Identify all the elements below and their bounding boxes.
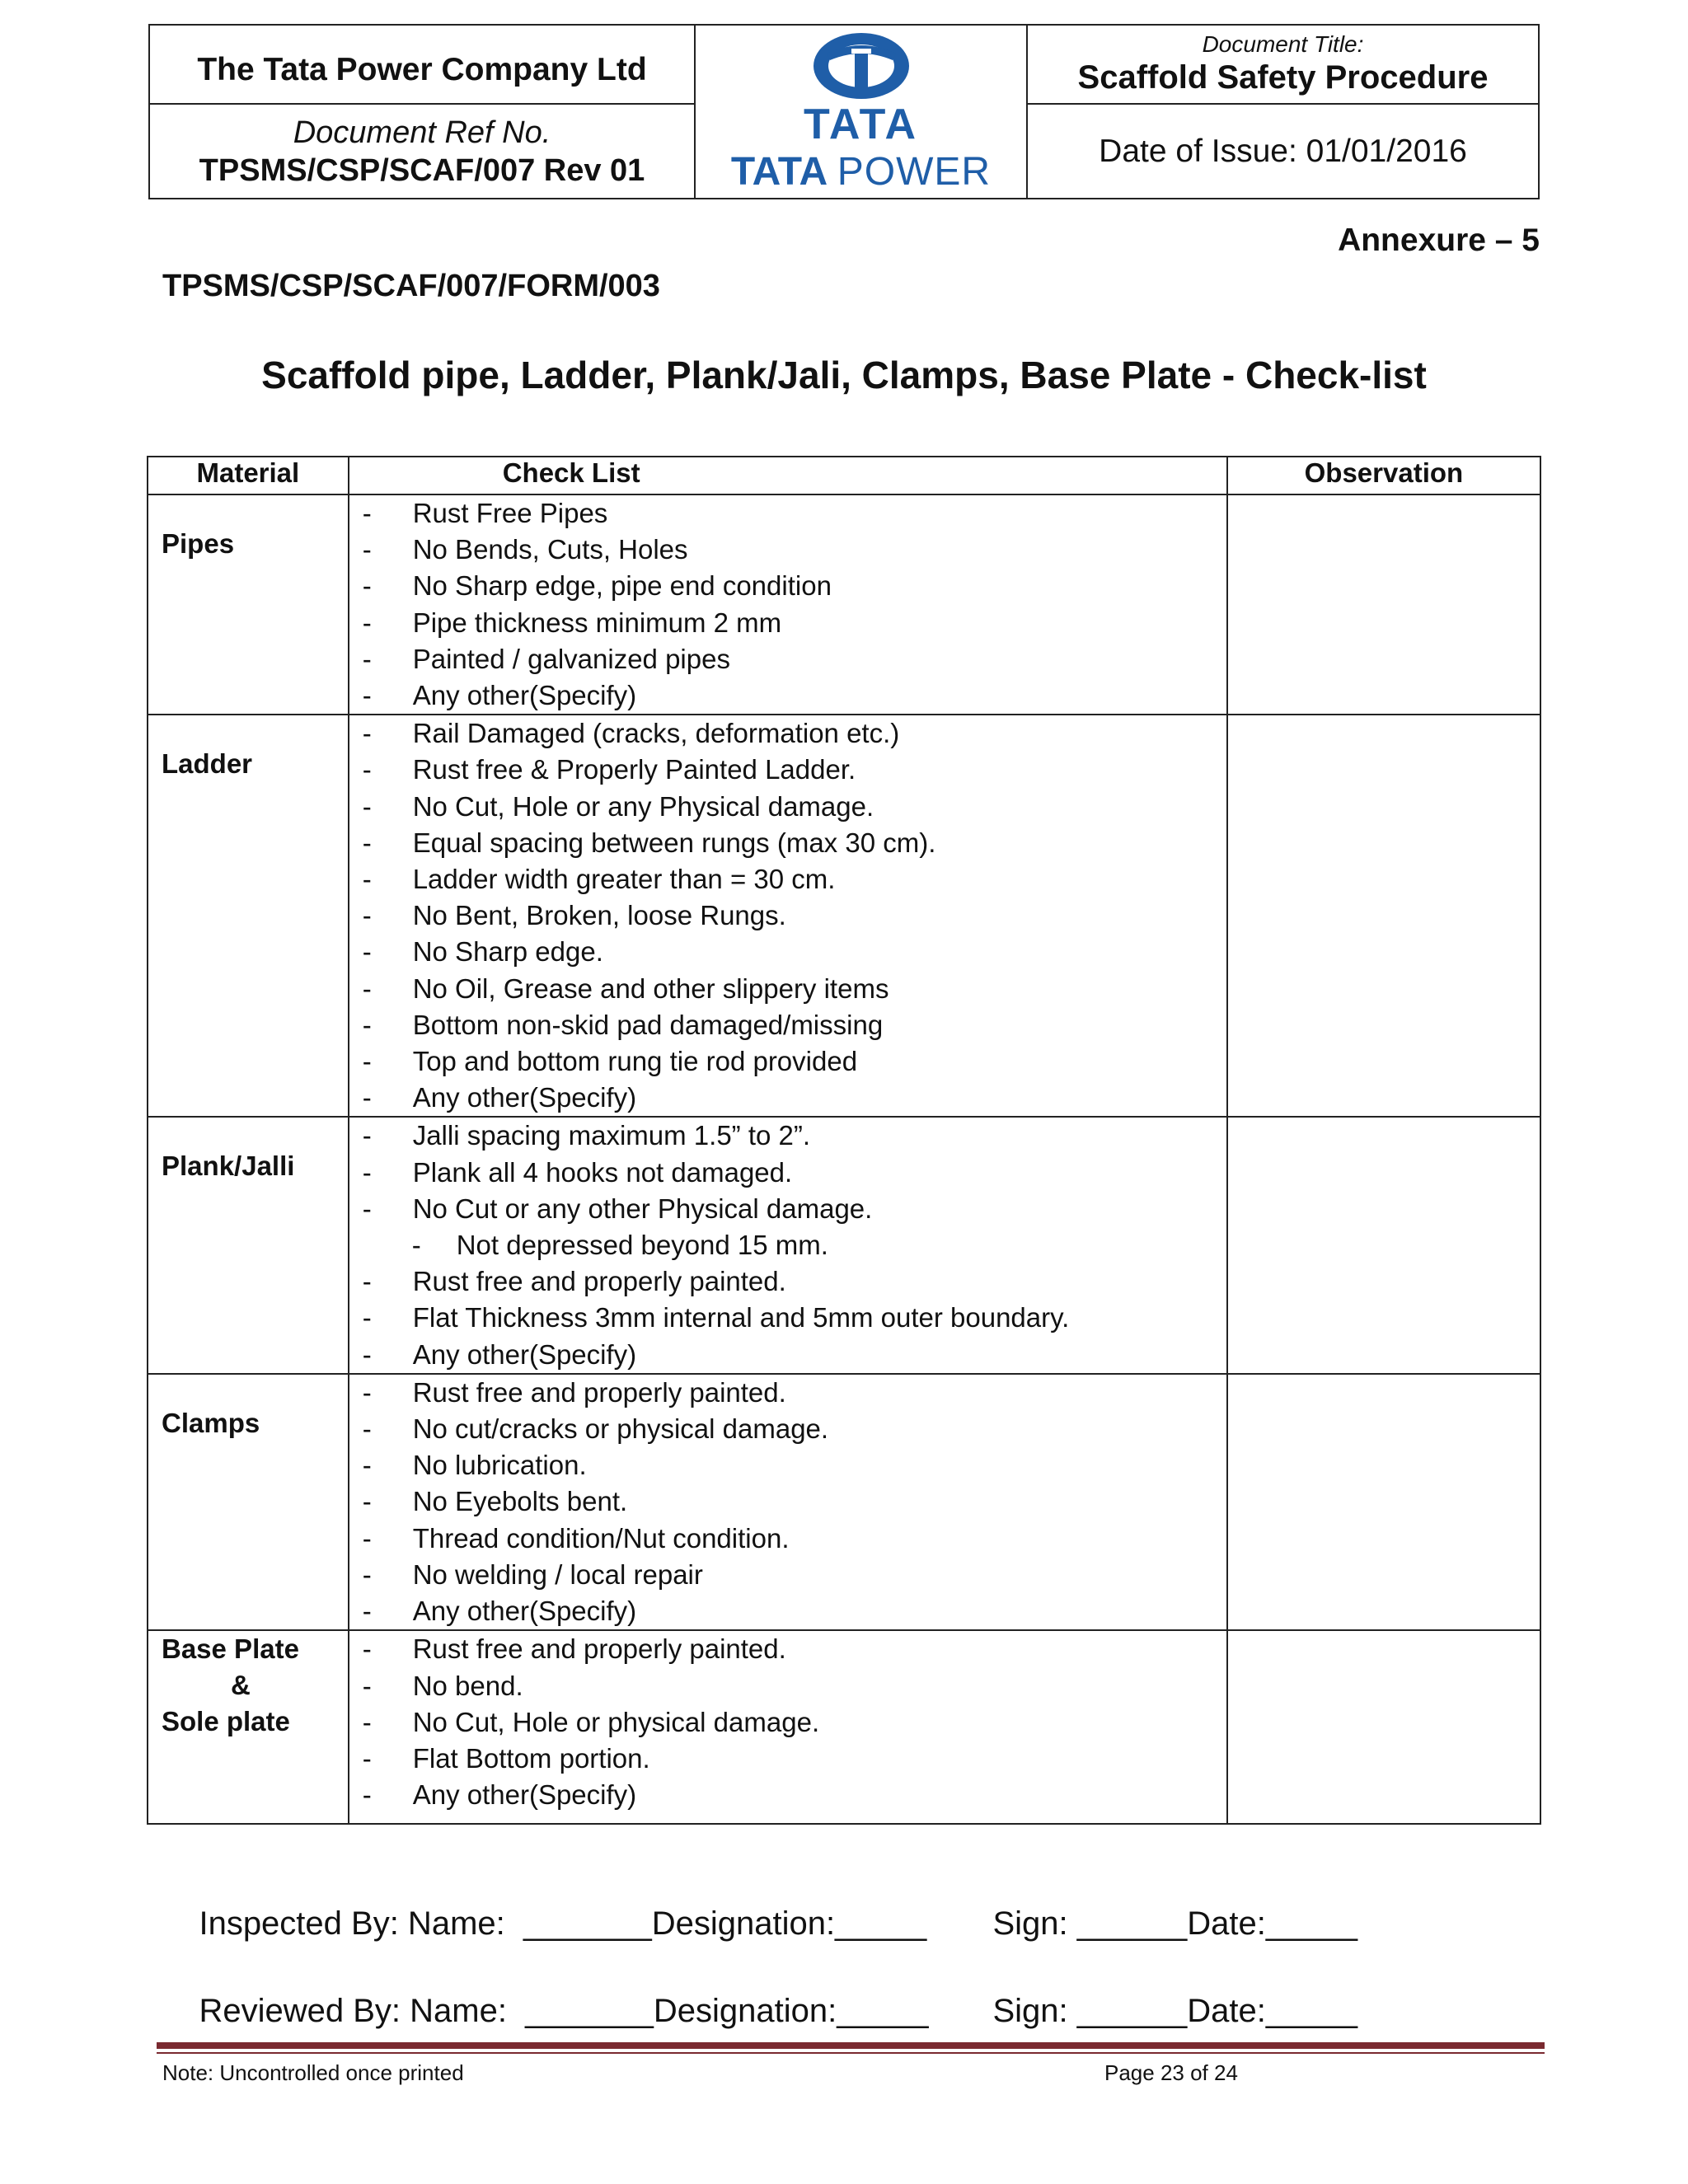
material-cell: Clamps [148, 1374, 349, 1630]
checklist-item: - No Bends, Cuts, Holes [349, 532, 1226, 568]
checklist-item: - No lubrication. [349, 1447, 1226, 1483]
footer-rule-thin [157, 2052, 1545, 2054]
checklist-item: - Rust free and properly painted. [349, 1263, 1226, 1300]
checklist-cell [349, 494, 1227, 715]
company-cell [150, 26, 694, 105]
form-reference: TPSMS/CSP/SCAF/007/FORM/003 [162, 269, 660, 303]
header-observation: Observation [1227, 457, 1540, 494]
checklist-item: - Any other(Specify) [349, 1337, 1226, 1373]
checklist-item: - Rail Damaged (cracks, deformation etc.) [349, 715, 1226, 752]
checklist-item: - No Oil, Grease and other slippery items [349, 971, 1226, 1007]
reviewed-by-fields[interactable]: Reviewed By: Name: _______Designation:_____ [199, 1993, 929, 2029]
header-right-column [1028, 26, 1538, 198]
page-title: Scaffold pipe, Ladder, Plank/Jali, Clamps, Base Plate - Check-list [261, 354, 1427, 396]
material-cell [148, 1630, 349, 1824]
issue-date-cell [1028, 105, 1538, 198]
material-line: & [231, 1670, 251, 1701]
table-row [148, 1374, 1540, 1630]
checklist-item: - No bend. [349, 1668, 1226, 1704]
table-row [148, 1630, 1540, 1824]
logo-tata-power-word2: POWER [837, 150, 992, 194]
material-cell: Plank/Jalli [148, 1117, 349, 1373]
checklist-item: - Any other(Specify) [349, 677, 1226, 714]
annexure-label: Annexure – 5 [1338, 223, 1540, 258]
checklist-item: - Any other(Specify) [349, 1080, 1226, 1116]
table-header-row [148, 457, 1540, 494]
material-cell: Pipes [148, 494, 349, 715]
logo-tata-text: TATA [803, 101, 919, 148]
doc-title-label: Document Title: [1202, 31, 1364, 57]
observation-cell[interactable] [1227, 1630, 1540, 1824]
checklist-item: - Bottom non-skid pad damaged/missing [349, 1007, 1226, 1043]
checklist-item: - Jalli spacing maximum 1.5” to 2”. [349, 1118, 1226, 1154]
observation-cell[interactable] [1227, 715, 1540, 1117]
reviewed-sign-line [956, 1956, 1357, 2067]
checklist-item: - Top and bottom rung tie rod provided [349, 1043, 1226, 1080]
header-material: Material [148, 457, 349, 494]
checklist-item: - Equal spacing between rungs (max 30 cm). [349, 825, 1226, 861]
checklist-item: - No Eyebolts bent. [349, 1483, 1226, 1520]
checklist-item: - Thread condition/Nut condition. [349, 1521, 1226, 1557]
inspected-by-fields[interactable]: Inspected By: Name: _______Designation:_____ [199, 1905, 927, 1942]
checklist-item: - Painted / galvanized pipes [349, 641, 1226, 677]
checklist-item: - Flat Thickness 3mm internal and 5mm outer boundary. [349, 1300, 1226, 1336]
checklist-subitem: - Not depressed beyond 15 mm. [349, 1227, 1226, 1263]
footer-rule-thick [157, 2042, 1545, 2049]
header-check-list: Check List [349, 457, 1227, 494]
checklist-item: - Plank all 4 hooks not damaged. [349, 1155, 1226, 1191]
checklist-item: - No Cut, Hole or any Physical damage. [349, 789, 1226, 825]
material-line: Base Plate [162, 1633, 299, 1665]
doc-title-cell [1028, 26, 1538, 105]
checklist-cell [349, 1374, 1227, 1630]
observation-cell[interactable] [1227, 1117, 1540, 1373]
logo-tata-power-text [731, 151, 991, 194]
reviewed-sign-fields[interactable]: Sign: ______Date:_____ [992, 1993, 1358, 2029]
doc-title-value: Scaffold Safety Procedure [1077, 59, 1489, 96]
checklist-item: - Rust free & Properly Painted Ladder. [349, 752, 1226, 788]
checklist-item: - Ladder width greater than = 30 cm. [349, 861, 1226, 898]
header-left-column [150, 26, 696, 198]
table-row [148, 1117, 1540, 1373]
checklist-item: - Rust free and properly painted. [349, 1631, 1226, 1667]
checklist-item: - Any other(Specify) [349, 1777, 1226, 1813]
material-cell: Ladder [148, 715, 349, 1117]
checklist-cell [349, 1630, 1227, 1824]
checklist-item: - No cut/cracks or physical damage. [349, 1411, 1226, 1447]
logo-tata-power-word1: TATA [730, 150, 827, 194]
checklist-item: - No Sharp edge. [349, 934, 1226, 970]
checklist-item: - Any other(Specify) [349, 1593, 1226, 1629]
doc-ref-cell [150, 105, 694, 198]
checklist-item: - Rust Free Pipes [349, 495, 1226, 532]
material-line: Sole plate [162, 1706, 290, 1737]
checklist-item: - No Sharp edge, pipe end condition [349, 568, 1226, 604]
inspected-sign-fields[interactable]: Sign: ______Date:_____ [992, 1905, 1358, 1942]
logo-cell [696, 26, 1028, 198]
checklist-item: - No welding / local repair [349, 1557, 1226, 1593]
checklist-item: - Rust free and properly painted. [349, 1375, 1226, 1411]
doc-ref-label: Document Ref No. [293, 115, 551, 150]
table-row [148, 715, 1540, 1117]
issue-date: Date of Issue: 01/01/2016 [1099, 133, 1467, 169]
tata-logo-icon [812, 30, 911, 101]
doc-ref-value: TPSMS/CSP/SCAF/007 Rev 01 [199, 152, 645, 188]
checklist-item: - No Cut or any other Physical damage. [349, 1191, 1226, 1227]
checklist-table [147, 456, 1541, 1825]
observation-cell[interactable] [1227, 494, 1540, 715]
table-row [148, 494, 1540, 715]
checklist-item: - No Bent, Broken, loose Rungs. [349, 898, 1226, 934]
observation-cell[interactable] [1227, 1374, 1540, 1630]
document-header [148, 24, 1540, 199]
checklist-cell [349, 1117, 1227, 1373]
checklist-item: - Flat Bottom portion. [349, 1741, 1226, 1777]
reviewed-by-line [162, 1956, 928, 2067]
page-number: Page 23 of 24 [1104, 2060, 1238, 2085]
company-name: The Tata Power Company Ltd [197, 52, 647, 87]
footer-note: Note: Uncontrolled once printed [162, 2060, 464, 2085]
checklist-cell [349, 715, 1227, 1117]
checklist-item: - No Cut, Hole or physical damage. [349, 1704, 1226, 1741]
checklist-item: - Pipe thickness minimum 2 mm [349, 605, 1226, 641]
